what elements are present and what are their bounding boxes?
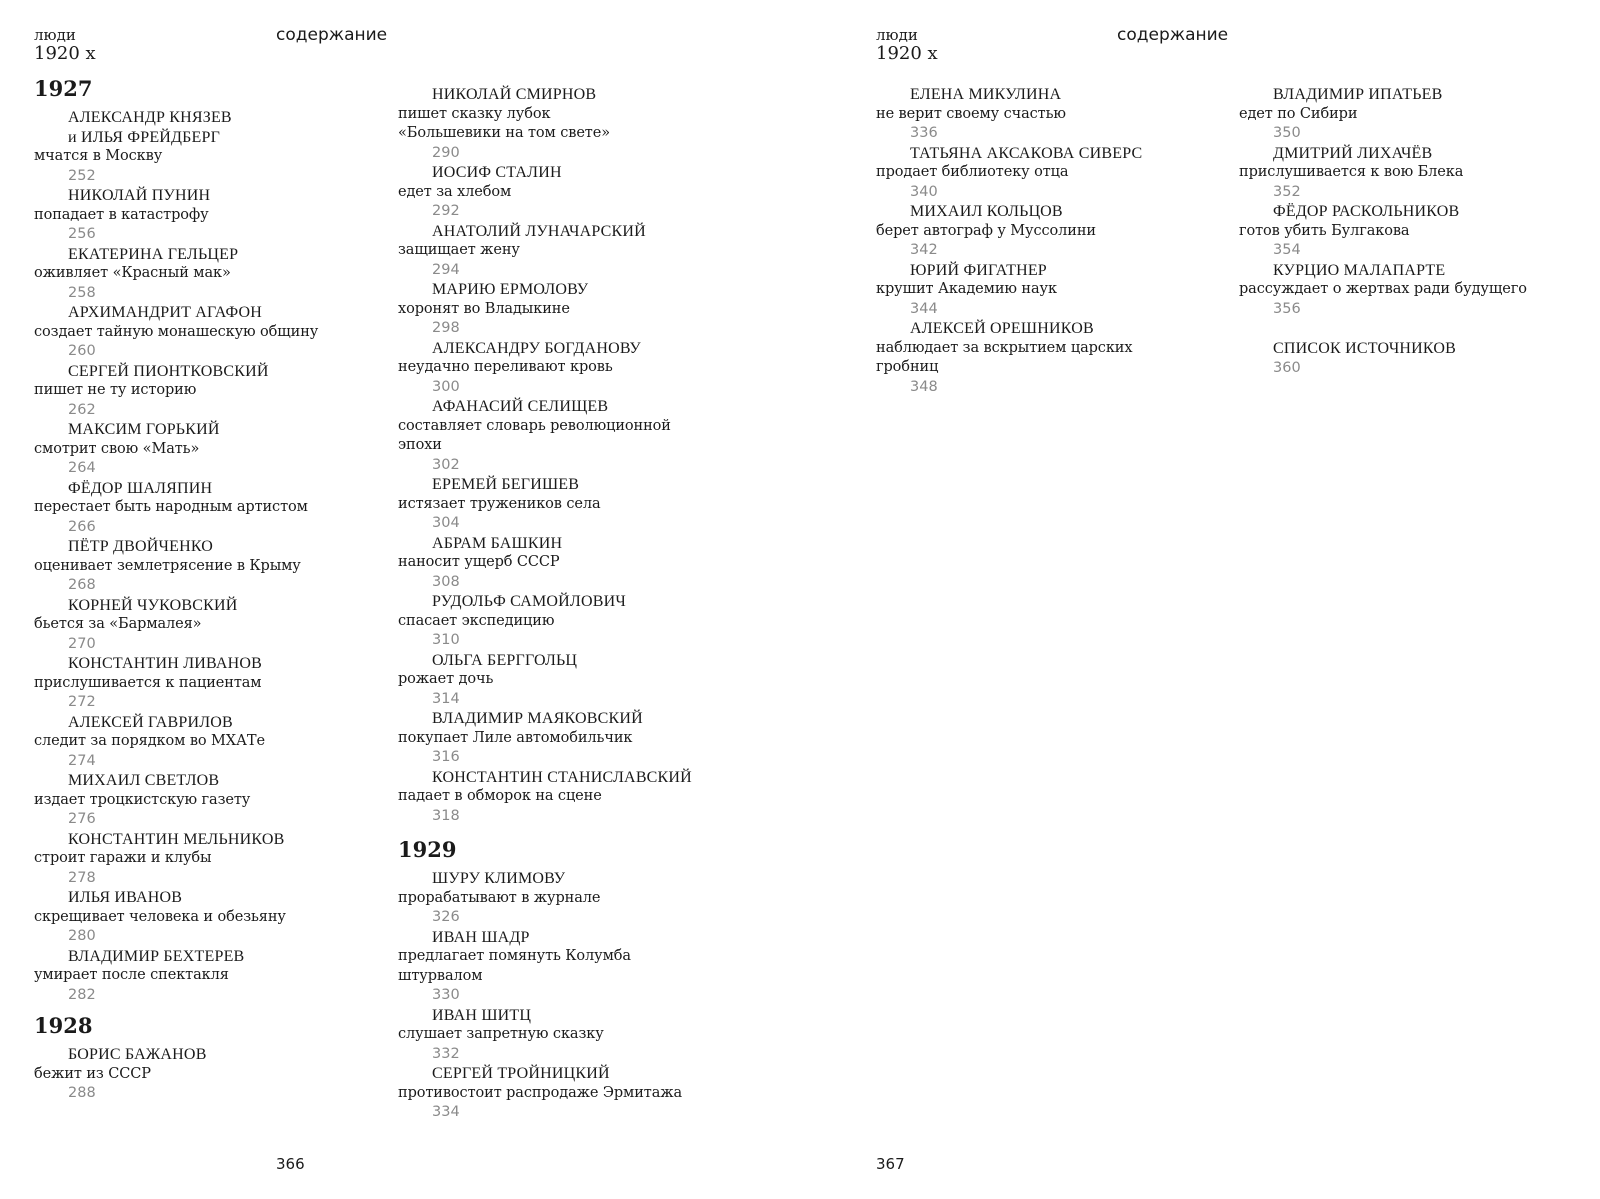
- toc-entry[interactable]: [398, 85, 778, 163]
- section-title: содержание: [1117, 25, 1229, 45]
- toc-list-1927: [34, 108, 384, 1005]
- toc-entry-description: составляет словарь революционной эпохи: [398, 417, 671, 453]
- toc-entry-name: ИВАН ШИТЦ: [432, 1006, 532, 1024]
- toc-entry-description: падает в обморок на сцене: [398, 788, 602, 804]
- toc-entry[interactable]: [1239, 261, 1594, 320]
- toc-entry-name: АФАНАСИЙ СЕЛИЩЕВ: [432, 398, 609, 415]
- toc-entry-page: 318: [432, 807, 460, 824]
- toc-entry-page: 314: [432, 690, 460, 707]
- toc-entry-page: 290: [432, 144, 460, 161]
- toc-entry-description: умирает после спектакля: [34, 967, 229, 983]
- toc-entry-page: 360: [1273, 359, 1301, 376]
- toc-entry-name: ИОСИФ СТАЛИН: [432, 164, 562, 181]
- toc-entry-name: ТАТЬЯНА АКСАКОВА СИВЕРС: [910, 144, 1143, 162]
- toc-entry-description: противостоит распродаже Эрмитажа: [398, 1084, 683, 1101]
- toc-entry-description: спасает экспедицию: [398, 612, 555, 629]
- toc-entry[interactable]: [398, 592, 778, 651]
- toc-entry-description: прорабатывают в журнале: [398, 889, 601, 906]
- toc-entry-description: крушит Академию наук: [876, 281, 1057, 297]
- toc-entry-page: 336: [910, 125, 938, 141]
- toc-entry-description: бежит из СССР: [34, 1065, 151, 1082]
- toc-entry-description: следит за порядком во МХАТе: [34, 733, 265, 749]
- toc-entry-description: покупает Лиле автомобильчик: [398, 729, 633, 746]
- toc-entry-page: 302: [432, 456, 460, 473]
- toc-entry[interactable]: [398, 222, 778, 281]
- toc-entry-name: ШУРУ КЛИМОВУ: [432, 870, 566, 887]
- toc-entry-page: 304: [432, 515, 460, 531]
- year-heading-1927: 1927: [34, 76, 93, 101]
- toc-entry[interactable]: [1239, 85, 1594, 144]
- toc-entry[interactable]: [876, 261, 1226, 320]
- toc-entry-name: ФЁДОР РАСКОЛЬНИКОВ: [1273, 203, 1460, 220]
- running-head: [34, 27, 96, 63]
- toc-entry-description: строит гаражи и клубы: [34, 850, 212, 866]
- toc-entry-page: 352: [1273, 183, 1301, 200]
- toc-entry-name: АБРАМ БАШКИН: [432, 534, 563, 552]
- toc-entry-name: КОНСТАНТИН МЕЛЬНИКОВ: [68, 830, 285, 848]
- toc-entry[interactable]: [34, 888, 384, 947]
- toc-entry-description: мчатся в Москву: [34, 148, 163, 164]
- toc-entry-name: АЛЕКСАНДРУ БОГДАНОВУ: [432, 339, 641, 357]
- toc-entry-description: слушает запретную сказку: [398, 1026, 604, 1042]
- toc-entry-name: ВЛАДИМИР ИПАТЬЕВ: [1273, 86, 1443, 103]
- toc-entry-name: ВЛАДИМИР МАЯКОВСКИЙ: [432, 710, 643, 727]
- toc-entry-page: 334: [432, 1104, 460, 1120]
- toc-entry-description: берет автограф у Муссолини: [876, 222, 1096, 239]
- toc-entry-description: создает тайную монашескую общину: [34, 323, 319, 340]
- toc-entry-description: прислушивается к вою Блека: [1239, 164, 1464, 180]
- toc-entry-name: МИХАИЛ КОЛЬЦОВ: [910, 203, 1063, 220]
- toc-list-1929: [398, 869, 778, 1123]
- toc-entry-page: 276: [68, 811, 96, 827]
- toc-entry[interactable]: [34, 654, 384, 713]
- toc-entry[interactable]: [876, 319, 1226, 397]
- toc-entry-name: ДМИТРИЙ ЛИХАЧЁВ: [1273, 144, 1433, 162]
- toc-column-2: [398, 85, 778, 1123]
- toc-entry-page: 298: [432, 320, 460, 336]
- toc-entry[interactable]: [1239, 202, 1594, 261]
- toc-entry-name: МИХАИЛ СВЕТЛОВ: [68, 772, 220, 789]
- toc-entry-description: бьется за «Бармалея»: [34, 616, 202, 632]
- toc-entry-description: не верит своему счастью: [876, 105, 1066, 122]
- toc-entry-description: перестает быть народным артистом: [34, 499, 308, 515]
- toc-entry-description: наносит ущерб СССР: [398, 554, 560, 570]
- toc-entry-description: рожает дочь: [398, 671, 494, 687]
- toc-entry-page: 308: [432, 573, 460, 590]
- toc-entry-description: защищает жену: [398, 242, 520, 258]
- toc-entry-name: КОНСТАНТИН СТАНИСЛАВСКИЙ: [432, 768, 692, 786]
- toc-entry-page: 278: [68, 869, 96, 886]
- toc-entry[interactable]: [34, 479, 384, 538]
- toc-entry-description: наблюдает за вскрытием царских гробниц: [876, 339, 1133, 375]
- toc-entry-name: РУДОЛЬФ САМОЙЛОВИЧ: [432, 593, 626, 610]
- toc-entry-page: 272: [68, 694, 96, 710]
- toc-entry-page: 266: [68, 518, 96, 535]
- right-page: [800, 0, 1600, 1199]
- toc-entry-description: скрещивает человека и обезьяну: [34, 908, 286, 925]
- toc-entry[interactable]: [34, 186, 384, 245]
- toc-entry[interactable]: [34, 420, 384, 479]
- toc-column-4: [1239, 85, 1594, 378]
- toc-entry-description: издает троцкистскую газету: [34, 791, 251, 808]
- toc-list-1928-continued: [398, 85, 778, 826]
- toc-entry-page: 294: [432, 261, 460, 278]
- toc-entry[interactable]: [876, 202, 1226, 261]
- toc-entry[interactable]: [34, 830, 384, 889]
- toc-entry-sources[interactable]: [1239, 339, 1594, 378]
- toc-entry-page: 274: [68, 752, 96, 769]
- toc-column-1: [34, 77, 384, 1104]
- toc-entry-name: БОРИС БАЖАНОВ: [68, 1046, 207, 1063]
- toc-column-3: [876, 85, 1226, 397]
- toc-entry-name: СЕРГЕЙ ПИОНТКОВСКИЙ: [68, 362, 269, 380]
- toc-entry-page: 260: [68, 343, 96, 359]
- toc-entry[interactable]: [398, 339, 778, 398]
- toc-list-1929-continued: [876, 85, 1226, 397]
- toc-entry-name: ЕКАТЕРИНА ГЕЛЬЦЕР: [68, 245, 239, 263]
- page-number: 366: [276, 1155, 305, 1173]
- toc-entry-description: едет по Сибири: [1239, 105, 1358, 122]
- toc-entry-page: 354: [1273, 242, 1301, 258]
- toc-entry[interactable]: [34, 947, 384, 1006]
- toc-entry-name: МАРИЮ ЕРМОЛОВУ: [432, 281, 589, 298]
- toc-entry[interactable]: [398, 1064, 778, 1123]
- toc-entry-name: ЕЛЕНА МИКУЛИНА: [910, 86, 1062, 103]
- toc-entry-page: 270: [68, 635, 96, 652]
- section-title: содержание: [276, 25, 388, 45]
- toc-entry-name: КОРНЕЙ ЧУКОВСКИЙ: [68, 596, 238, 614]
- running-head-period: 1920 х: [34, 43, 96, 64]
- page-number: 367: [876, 1155, 905, 1173]
- toc-entry[interactable]: [398, 768, 778, 827]
- year-heading-1929: 1929: [398, 837, 457, 862]
- toc-entry-description: истязает тружеников села: [398, 495, 601, 512]
- toc-entry[interactable]: [398, 163, 778, 222]
- toc-entry-description: прислушивается к пациентам: [34, 674, 262, 691]
- toc-entry-name: АЛЕКСАНДР КНЯЗЕВ и ИЛЬЯ ФРЕЙДБЕРГ: [68, 109, 232, 146]
- toc-entry-page: 288: [68, 1085, 96, 1101]
- toc-entry-page: 350: [1273, 125, 1301, 141]
- toc-entry-page: 316: [432, 749, 460, 765]
- toc-entry-description: неудачно переливают кровь: [398, 359, 613, 375]
- toc-list-1928: [34, 1045, 384, 1104]
- toc-entry-description: предлагает помянуть Колумба штурвалом: [398, 948, 631, 984]
- running-head: [876, 27, 938, 63]
- toc-entry-page: 292: [432, 203, 460, 219]
- toc-entry-name: ИВАН ШАДР: [432, 928, 530, 946]
- toc-entry-name: АНАТОЛИЙ ЛУНАЧАРСКИЙ: [432, 222, 646, 240]
- toc-entry[interactable]: [398, 709, 778, 768]
- toc-entry-page: 330: [432, 987, 460, 1003]
- toc-entry[interactable]: [398, 1006, 778, 1065]
- toc-entry-name: АЛЕКСЕЙ ГАВРИЛОВ: [68, 713, 233, 731]
- toc-entry[interactable]: [398, 280, 778, 339]
- toc-entry-page: 268: [68, 577, 96, 593]
- toc-entry-description: рассуждает о жертвах ради будущего: [1239, 281, 1527, 297]
- toc-entry-page: 262: [68, 401, 96, 418]
- toc-list-1929-end: [1239, 85, 1594, 319]
- toc-entry-name: АЛЕКСЕЙ ОРЕШНИКОВ: [910, 320, 1094, 337]
- toc-entry-page: 356: [1273, 300, 1301, 317]
- toc-entry-description: продает библиотеку отца: [876, 164, 1069, 180]
- toc-entry-name: НИКОЛАЙ СМИРНОВ: [432, 86, 597, 103]
- toc-entry[interactable]: [398, 397, 778, 475]
- toc-entry-description: попадает в катастрофу: [34, 206, 209, 223]
- toc-entry-description: хоронят во Владыкине: [398, 300, 570, 317]
- running-head-title: люди: [34, 26, 76, 44]
- toc-entry-name: ОЛЬГА БЕРГГОЛЬЦ: [432, 651, 578, 669]
- toc-entry[interactable]: [398, 869, 778, 928]
- toc-entry-page: 332: [432, 1045, 460, 1062]
- toc-entry-name: КОНСТАНТИН ЛИВАНОВ: [68, 655, 263, 672]
- toc-entry-page: 326: [432, 909, 460, 925]
- toc-entry[interactable]: [1239, 144, 1594, 203]
- toc-entry-page: 310: [432, 632, 460, 648]
- toc-entry-name: ПЁТР ДВОЙЧЕНКО: [68, 538, 214, 555]
- toc-entry-page: 340: [910, 183, 938, 200]
- toc-entry-page: 264: [68, 460, 96, 476]
- toc-entry[interactable]: [34, 303, 384, 362]
- toc-entry[interactable]: [398, 475, 778, 534]
- toc-entry-page: 282: [68, 986, 96, 1003]
- toc-entry[interactable]: [34, 771, 384, 830]
- toc-entry-name: МАКСИМ ГОРЬКИЙ: [68, 421, 220, 438]
- toc-entry-page: 252: [68, 167, 96, 184]
- toc-entry-name: СПИСОК ИСТОЧНИКОВ: [1273, 340, 1457, 357]
- toc-entry[interactable]: [34, 1045, 384, 1104]
- toc-entry-name: АРХИМАНДРИТ АГАФОН: [68, 304, 263, 321]
- toc-entry[interactable]: [34, 245, 384, 304]
- year-heading-1928: 1928: [34, 1013, 93, 1038]
- toc-entry[interactable]: [34, 108, 384, 186]
- toc-entry-name: НИКОЛАЙ ПУНИН: [68, 187, 211, 204]
- toc-entry-description: едет за хлебом: [398, 183, 512, 200]
- toc-entry[interactable]: [398, 651, 778, 710]
- running-head-period: 1920 х: [876, 43, 938, 64]
- spacer: [1239, 319, 1594, 339]
- toc-entry-description: готов убить Булгакова: [1239, 222, 1410, 239]
- toc-entry-page: 344: [910, 300, 938, 317]
- toc-entry-name: ИЛЬЯ ИВАНОВ: [68, 889, 183, 906]
- toc-entry[interactable]: [876, 144, 1226, 203]
- toc-entry-description: оценивает землетрясение в Крыму: [34, 557, 301, 574]
- toc-entry-name: ЕРЕМЕЙ БЕГИШЕВ: [432, 476, 580, 493]
- toc-entry-page: 342: [910, 242, 938, 258]
- toc-entry-description: смотрит свою «Мать»: [34, 440, 200, 457]
- toc-entry-page: 280: [68, 928, 96, 944]
- toc-entry[interactable]: [876, 85, 1226, 144]
- toc-entry-page: 256: [68, 226, 96, 242]
- toc-entry-description: пишет сказку лубок «Большевики на том свете»: [398, 105, 610, 141]
- toc-entry-description: пишет не ту историю: [34, 382, 197, 398]
- toc-entry[interactable]: [34, 537, 384, 596]
- toc-entry[interactable]: [34, 713, 384, 772]
- toc-entry-name: КУРЦИО МАЛАПАРТЕ: [1273, 261, 1446, 279]
- toc-entry-name: ФЁДОР ШАЛЯПИН: [68, 479, 213, 497]
- toc-entry[interactable]: [398, 534, 778, 593]
- toc-entry-name: ВЛАДИМИР БЕХТЕРЕВ: [68, 947, 245, 965]
- toc-entry-description: оживляет «Красный мак»: [34, 265, 231, 281]
- toc-entry[interactable]: [34, 596, 384, 655]
- toc-entry[interactable]: [398, 928, 778, 1006]
- toc-entry-name: ЮРИЙ ФИГАТНЕР: [910, 261, 1047, 279]
- toc-entry-page: 258: [68, 284, 96, 301]
- toc-entry-page: 300: [432, 378, 460, 395]
- running-head-title: люди: [876, 26, 918, 44]
- toc-entry[interactable]: [34, 362, 384, 421]
- toc-entry-name: СЕРГЕЙ ТРОЙНИЦКИЙ: [432, 1065, 610, 1082]
- toc-entry-page: 348: [910, 378, 938, 395]
